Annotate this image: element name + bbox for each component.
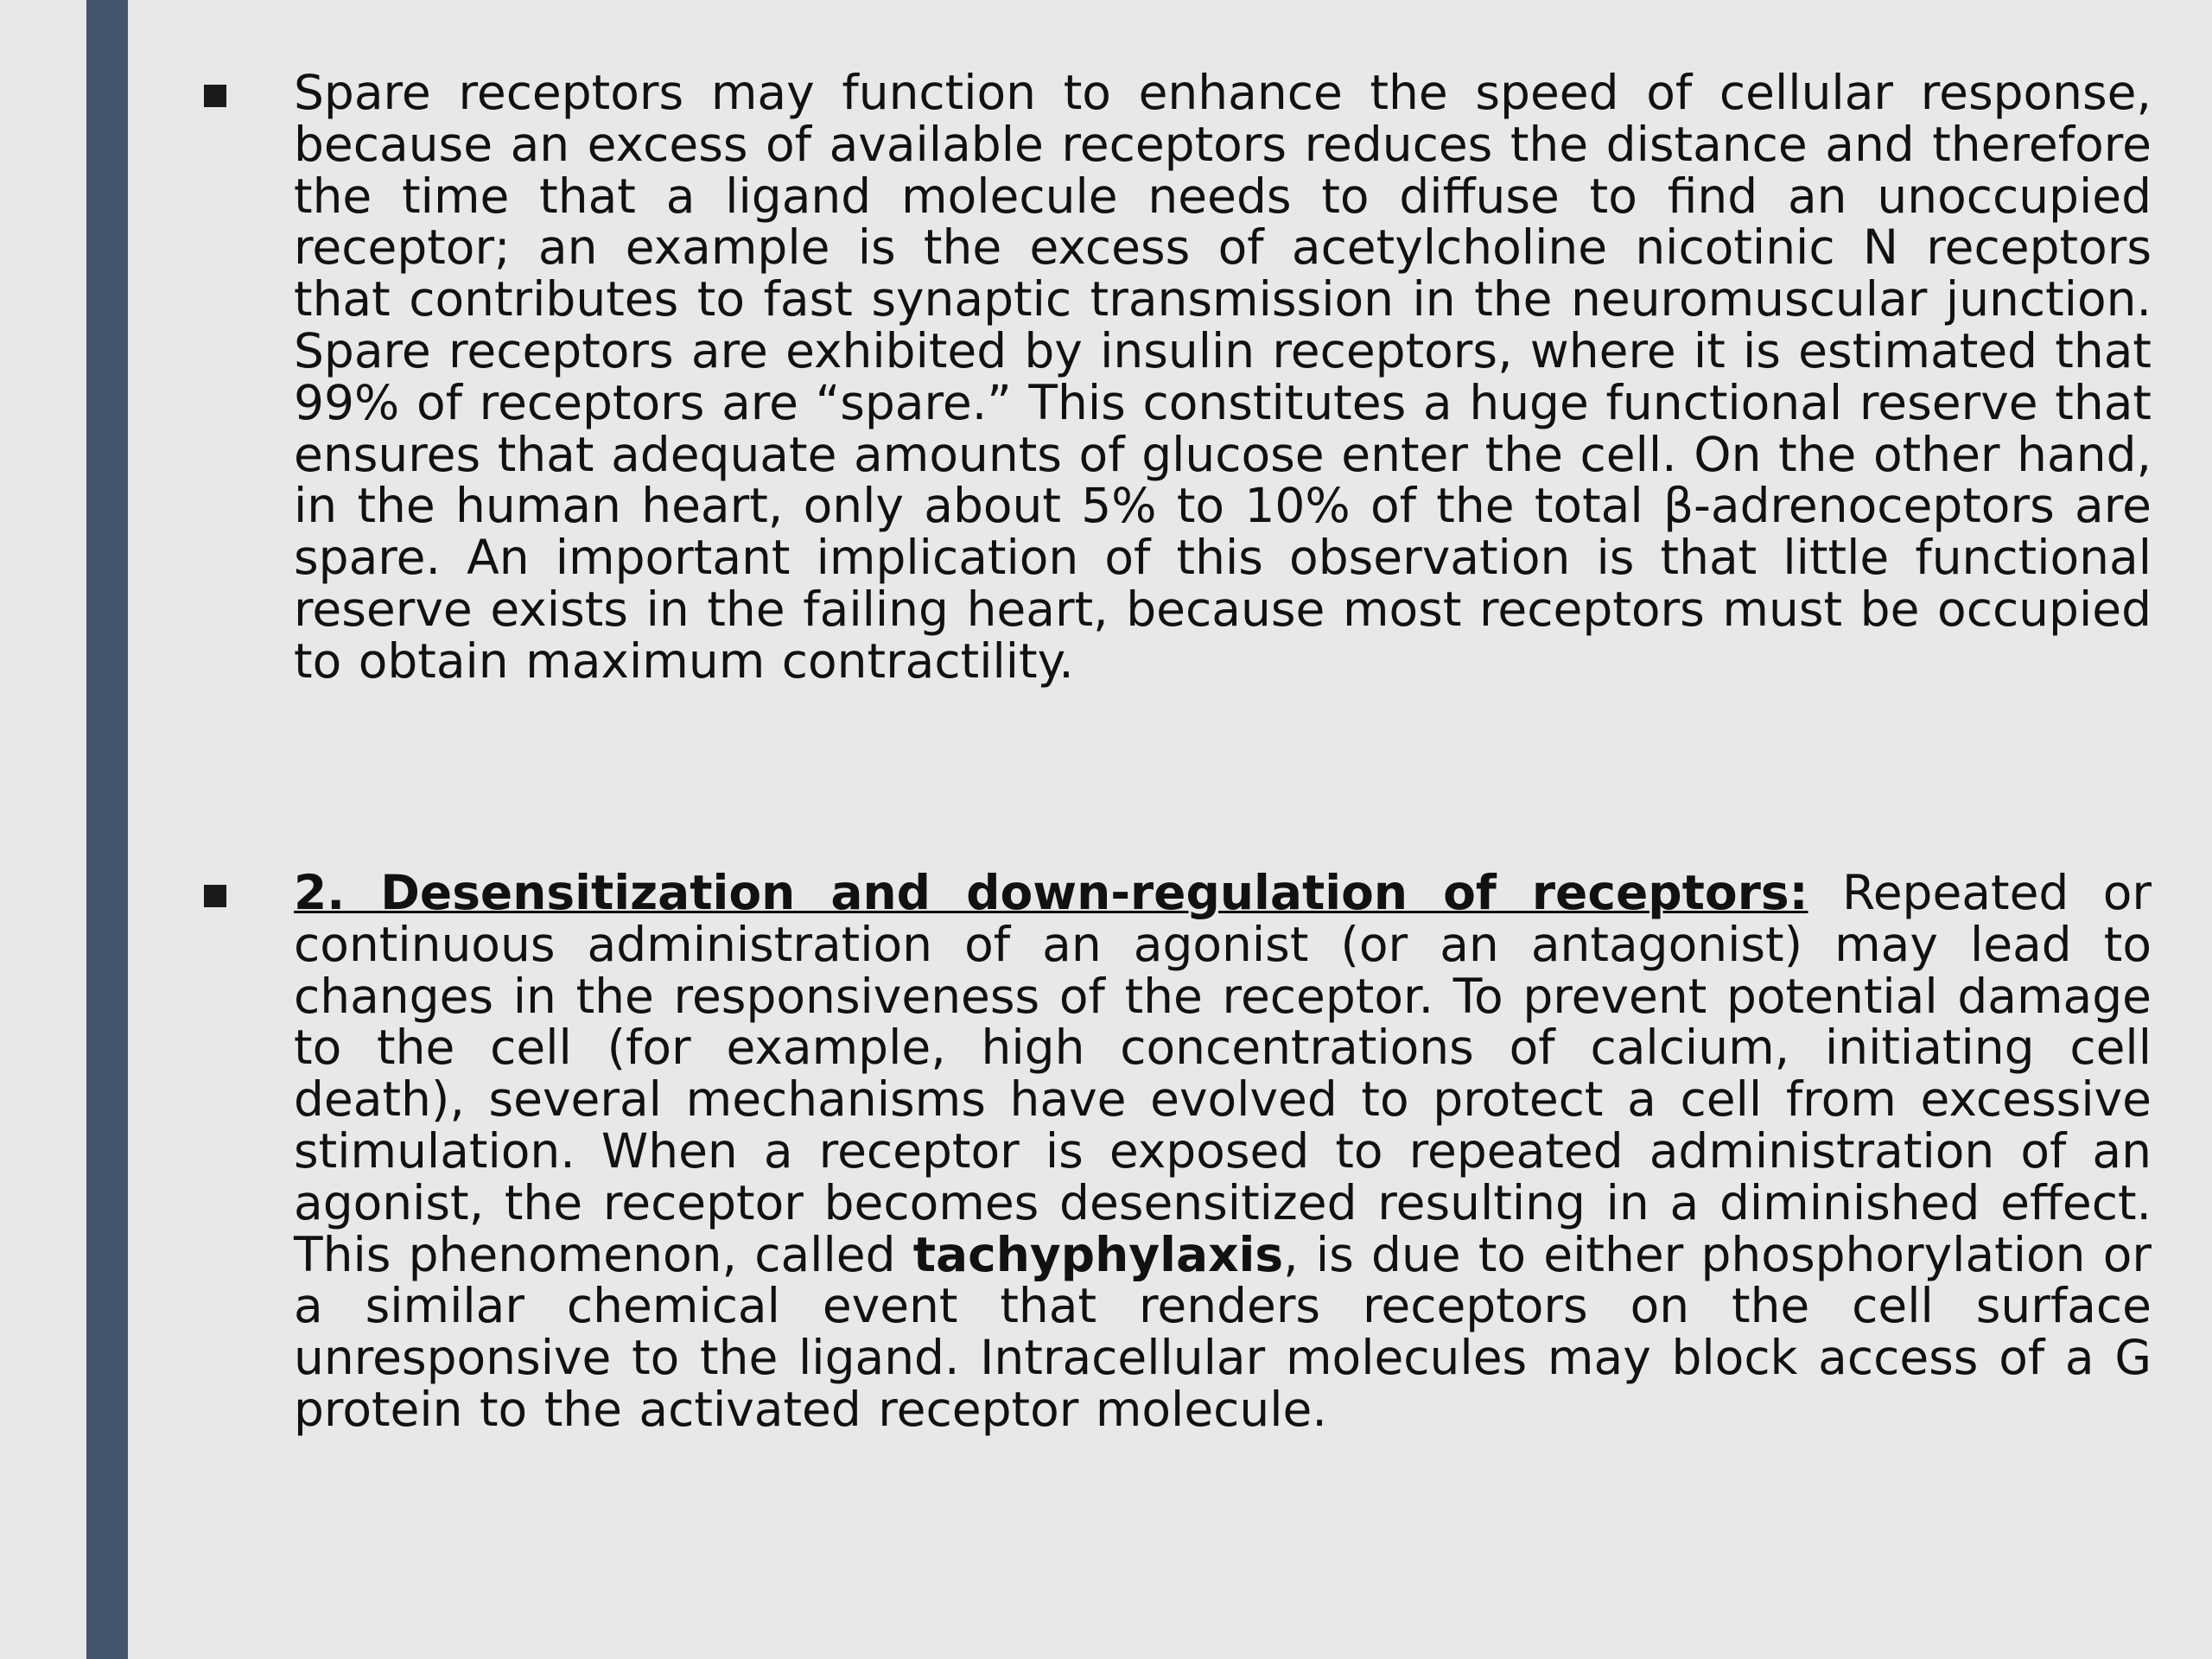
square-bullet-icon xyxy=(199,868,294,919)
paragraph-2-text-before: Repeated or continuous administration of an agonist (or an antagonist) may lead to changes in the responsiveness of the receptor. To prevent potential damage to the cell (for example, high concentrations of calcium, initiating cell death), several mechanisms have evolved to protect a cell from excessive stimulation. When a receptor is exposed to repeated administration of an agonist, the receptor becomes desensitized resulting in a diminished effect. This phenomenon, called xyxy=(294,865,2152,1282)
accent-side-bar xyxy=(86,0,128,1659)
paragraph-1-text: Spare receptors may function to enhance the speed of cellular response, because an excess of available receptors reduces the distance and therefore the time that a ligand molecule needs to diffuse to find an unoccupied receptor; an example is the excess of acetylcholine nicotinic N receptors that contributes to fast synaptic transmission in the neuromuscular junction. Spare receptors are exhibited by insulin receptors, where it is estimated that 99% of receptors are “spare.” This constitutes a huge functional reserve that ensures that adequate amounts of glucose enter the cell. On the other hand, in the human heart, only about 5% to 10% of the total β-adrenoceptors are spare. An important implication of this observation is that little functional reserve exists in the failing heart, because most receptors must be occupied to obtain maximum contractility. xyxy=(294,65,2152,689)
bullet-item-desensitization xyxy=(199,865,2152,1437)
paragraph-2-text-after: , is due to either phosphorylation or a similar chemical event that renders receptors on the cell surface unresponsive to the ligand. Intracellular molecules may block access of a G protein to the activated receptor molecule. xyxy=(294,1226,2152,1437)
paragraph-spare-receptors xyxy=(294,67,2152,688)
paragraph-desensitization xyxy=(294,865,2152,1437)
square-bullet-icon xyxy=(199,67,294,119)
bullet-item-spare-receptors xyxy=(199,67,2152,688)
term-tachyphylaxis: tachyphylaxis xyxy=(912,1226,1284,1282)
section-heading: 2. Desensitization and down-regulation of receptors: xyxy=(294,865,1808,920)
